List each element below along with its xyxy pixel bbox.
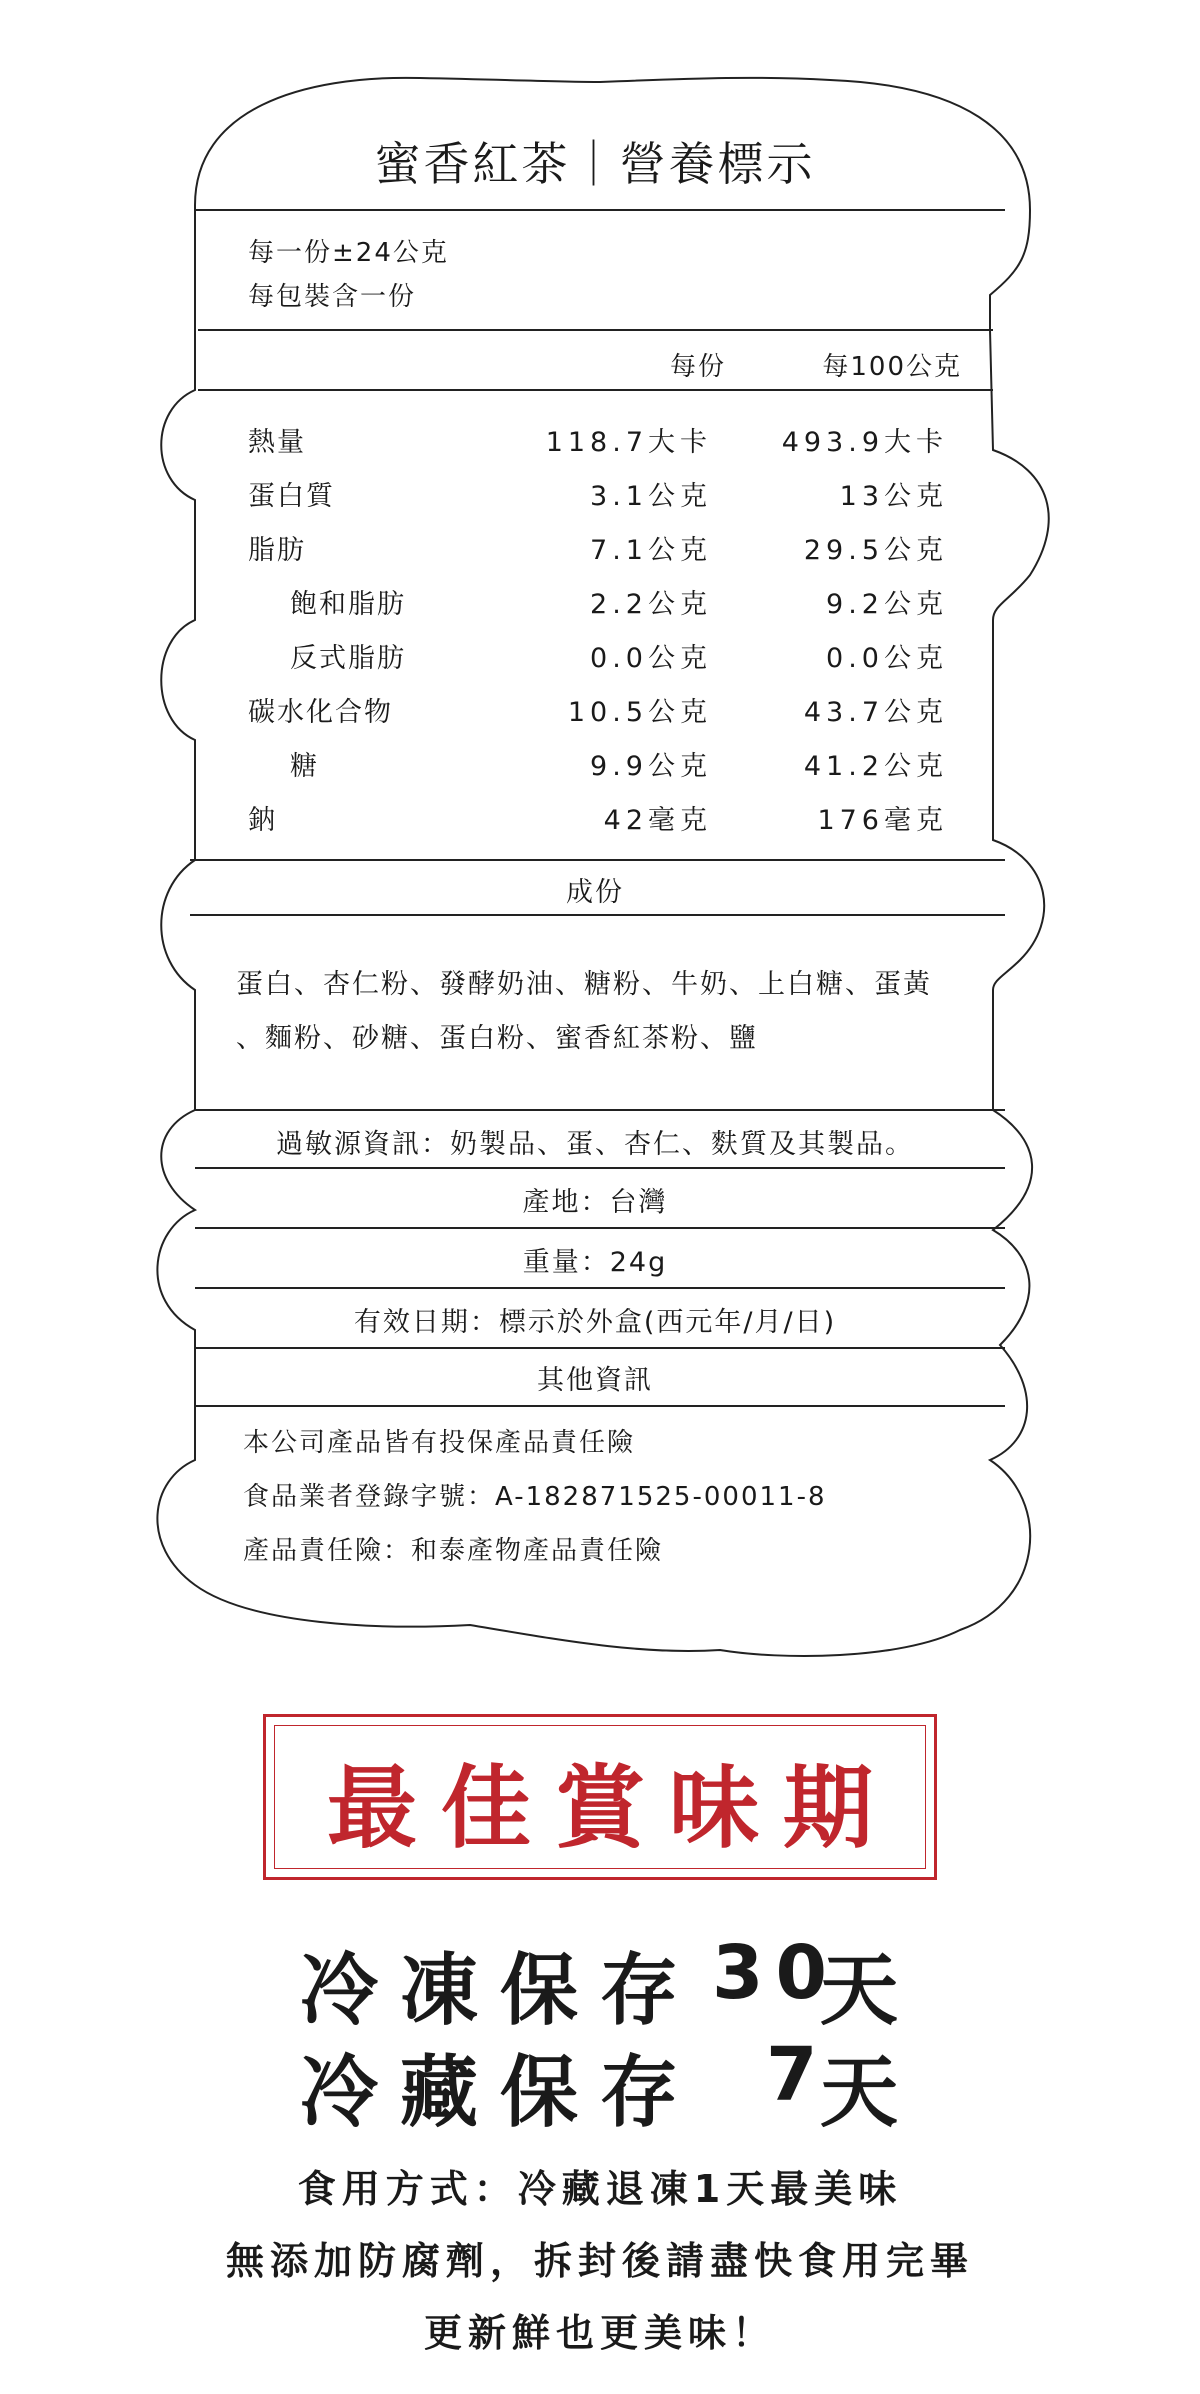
allergen-info: 過敏源資訊：奶製品、蛋、杏仁、麩質及其製品。 [276, 1129, 914, 1160]
chilled-storage-unit: 天 [820, 2048, 921, 2138]
column-per-100g: 每100公克 [822, 352, 962, 382]
ingredients-line-1: 蛋白、杏仁粉、發酵奶油、糖粉、牛奶、上白糖、蛋黃 [236, 969, 932, 1000]
per-100g-value: 43.7公克 [803, 697, 948, 728]
nutrition-row-trans-fat [248, 636, 948, 690]
serving-size: 每一份±24公克 [248, 238, 449, 268]
expiry-info: 有效日期：標示於外盒(西元年/月/日) [353, 1307, 837, 1338]
nutrient-name: 熱量 [248, 427, 306, 458]
column-per-serving: 每份 [669, 352, 726, 382]
per-100g-value: 13公克 [839, 481, 948, 512]
per-100g-value: 29.5公克 [803, 535, 948, 566]
preservative-note: 無添加防腐劑，拆封後請盡快食用完畢 [225, 2239, 974, 2283]
nutrition-row-sugar [248, 744, 948, 798]
per-serving-value: 10.5公克 [567, 697, 712, 728]
per-serving-value: 7.1公克 [590, 535, 712, 566]
per-100g-value: 0.0公克 [826, 643, 948, 674]
frozen-storage-days: 30 [712, 1930, 839, 2016]
best-before-title: 最佳賞味期 [327, 1756, 897, 1861]
nutrition-row-saturated-fat [248, 582, 948, 636]
insurance-note: 本公司產品皆有投保產品責任險 [243, 1428, 636, 1458]
chilled-storage-label: 冷藏保存 [300, 2048, 701, 2138]
nutrient-name: 反式脂肪 [290, 643, 406, 674]
ingredients-line-2: 、麵粉、砂糖、蛋白粉、蜜香紅茶粉、鹽 [236, 1023, 758, 1054]
nutrient-name: 脂肪 [248, 535, 306, 566]
nutrient-name: 碳水化合物 [248, 697, 393, 728]
servings-per-pack: 每包裝含一份 [248, 282, 417, 312]
origin-info: 產地：台灣 [522, 1187, 668, 1218]
chilled-storage-days: 7 [766, 2032, 830, 2118]
per-serving-value: 2.2公克 [590, 589, 712, 620]
nutrient-name: 鈉 [248, 805, 277, 836]
nutrition-row-protein [248, 474, 948, 528]
per-100g-value: 176毫克 [817, 805, 948, 836]
serving-method: 食用方式：冷藏退凍1天最美味 [297, 2167, 903, 2211]
per-serving-value: 42毫克 [603, 805, 712, 836]
ingredients-heading: 成份 [566, 877, 624, 908]
nutrient-name: 蛋白質 [248, 481, 335, 512]
nutrient-name: 飽和脂肪 [290, 589, 406, 620]
nutrition-row-fat [248, 528, 948, 582]
nutrition-row-carbohydrate [248, 690, 948, 744]
per-serving-value: 3.1公克 [590, 481, 712, 512]
nutrient-name: 糖 [290, 751, 319, 782]
registration-number: 食品業者登錄字號：A-182871525-00011-8 [243, 1482, 827, 1512]
per-serving-value: 9.9公克 [590, 751, 712, 782]
per-serving-value: 118.7大卡 [545, 427, 712, 458]
frozen-storage-label: 冷凍保存 [300, 1946, 701, 2036]
nutrition-row-sodium [248, 798, 948, 852]
per-100g-value: 493.9大卡 [781, 427, 948, 458]
label-title: 蜜香紅茶｜營養標示 [374, 137, 816, 191]
per-serving-value: 0.0公克 [590, 643, 712, 674]
freshness-note: 更新鮮也更美味！ [423, 2311, 776, 2355]
per-100g-value: 41.2公克 [803, 751, 948, 782]
weight-info: 重量：24g [522, 1247, 668, 1278]
nutrition-row-energy [248, 420, 948, 474]
other-info-heading: 其他資訊 [537, 1365, 653, 1396]
per-100g-value: 9.2公克 [826, 589, 948, 620]
frozen-storage-unit: 天 [820, 1946, 921, 2036]
label-border [157, 78, 1048, 1656]
insurance-provider: 產品責任險：和泰產物產品責任險 [243, 1536, 664, 1566]
